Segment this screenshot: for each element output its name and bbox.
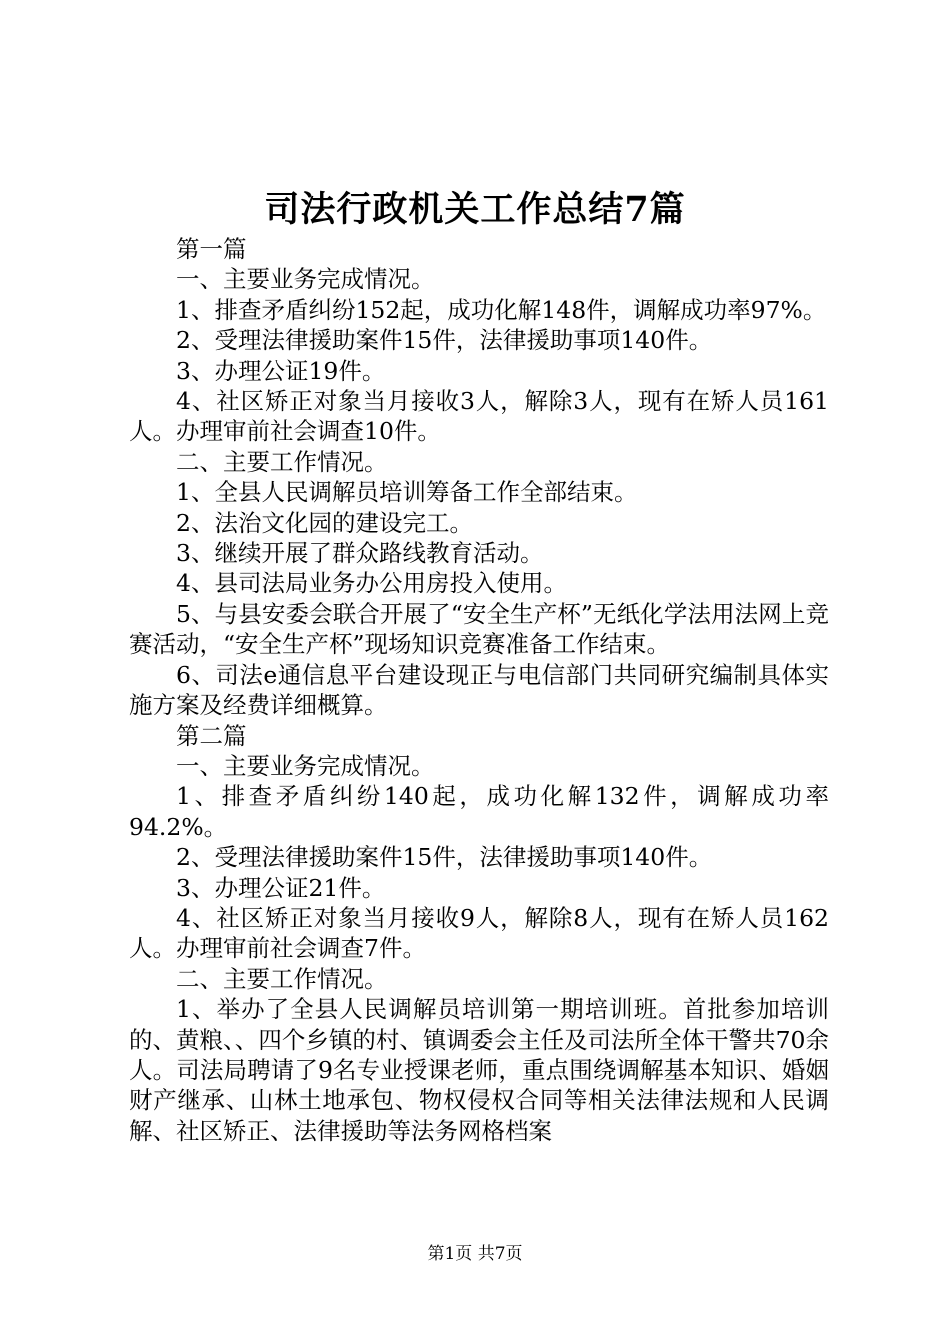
page-number-footer: 第1页 共7页 [427,1244,523,1264]
section-heading: 第二篇 [176,721,247,750]
paragraph: 6、司法e通信息平台建设现正与电信部门共同研究编制具体实施方案及经费详细概算。 [129,660,829,720]
paragraph: 二、主要工作情况。 [176,447,388,476]
paragraph: 一、主要业务完成情况。 [176,265,435,294]
paragraph: 1、全县人民调解员培训筹备工作全部结束。 [176,478,638,507]
paragraph: 一、主要业务完成情况。 [176,751,435,780]
paragraph: 3、继续开展了群众路线教育活动。 [176,539,544,568]
section-heading: 第一篇 [176,235,247,263]
paragraph: 4、社区矫正对象当月接收9人，解除8人，现有在矫人员162人。办理审前社会调查7件。 [129,903,829,963]
paragraph: 5、与县安委会联合开展了“安全生产杯”无纸化学法用法网上竞赛活动，“安全生产杯”现场知识竞赛准备工作结束。 [129,599,829,659]
paragraph: 4、县司法局业务办公用房投入使用。 [176,569,567,598]
paragraph: 2、受理法律援助案件15件，法律援助事项140件。 [176,843,713,872]
paragraph: 二、主要工作情况。 [176,964,388,993]
paragraph: 1、举办了全县人民调解员培训第一期培训班。首批参加培训的、黄粮、、四个乡镇的村、镇调委会主任及司法所全体干警共70余人。司法局聘请了9名专业授课老师，重点围绕调解基本知识、婚姻财产继承、山林土地承包、物权侵权合同等相关法律法规和人民调解、社区矫正、法律援助等法务网格档案 [129,995,829,1145]
document-body [129,234,829,1146]
paragraph: 1、排查矛盾纠纷152起，成功化解148件，调解成功率97%。 [176,295,827,324]
paragraph: 3、办理公证19件。 [176,356,386,385]
paragraph: 2、受理法律援助案件15件，法律援助事项140件。 [176,326,713,355]
document-title: 司法行政机关工作总结7篇 [264,189,686,230]
paragraph: 1、排查矛盾纠纷140起，成功化解132件，调解成功率94.2%。 [129,782,829,841]
paragraph: 2、法治文化园的建设完工。 [176,508,473,537]
paragraph: 4、社区矫正对象当月接收3人，解除3人，现有在矫人员161人。办理审前社会调查10件。 [129,387,829,446]
paragraph: 3、办理公证21件。 [176,873,386,902]
